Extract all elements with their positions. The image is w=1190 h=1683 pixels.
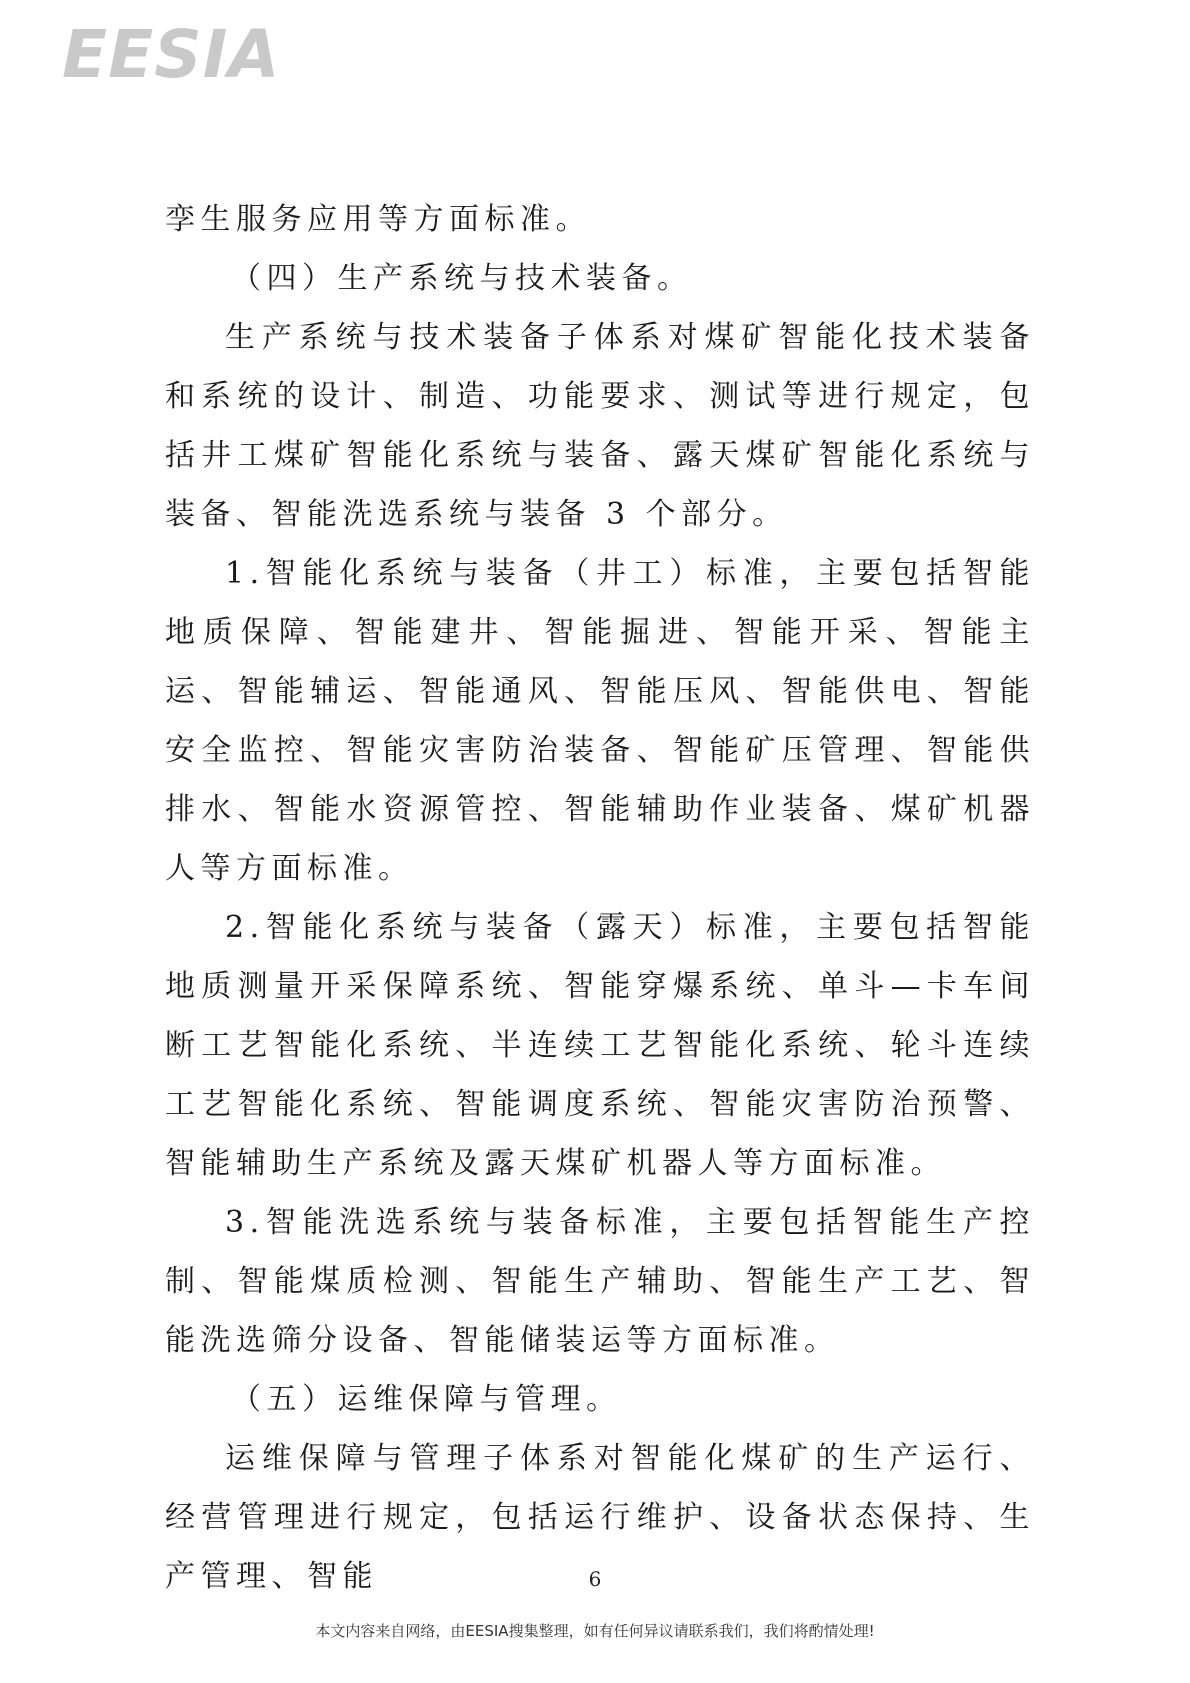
- paragraph-continuation: 孪生服务应用等方面标准。: [165, 202, 591, 237]
- page-number: 6: [588, 1567, 602, 1591]
- section-heading-5: （五）运维保障与管理。: [231, 1382, 622, 1417]
- footer-disclaimer: 本文内容来自网络，由EESIA搜集整理，如有任何异议请联系我们，我们将酌情处理!: [315, 1622, 875, 1640]
- paragraph-item-1: 1.智能化系统与装备（井工）标准，主要包括智能地质保障、智能建井、智能掘进、智能开采、智能主运、智能辅运、智能通风、智能压风、智能供电、智能安全监控、智能灾害防治装备、智能矿压管理、智能供排水、智能水资源管控、智能辅助作业装备、煤矿机器人等方面标准。: [165, 556, 1035, 886]
- section-heading-4: （四）生产系统与技术装备。: [231, 261, 693, 296]
- document-body: [165, 190, 1035, 1606]
- paragraph-item-2: 2.智能化系统与装备（露天）标准，主要包括智能地质测量开采保障系统、智能穿爆系统、单斗—卡车间断工艺智能化系统、半连续工艺智能化系统、轮斗连续工艺智能化系统、智能调度系统、智能灾害防治预警、智能辅助生产系统及露天煤矿机器人等方面标准。: [165, 910, 1035, 1181]
- paragraph-subsystem-intro: 生产系统与技术装备子体系对煤矿智能化技术装备和系统的设计、制造、功能要求、测试等进行规定，包括井工煤矿智能化系统与装备、露天煤矿智能化系统与装备、智能洗选系统与装备 3 个部分。: [165, 320, 1035, 532]
- paragraph-maintenance-intro: 运维保障与管理子体系对智能化煤矿的生产运行、经营管理进行规定，包括运行维护、设备状态保持、生产管理、智能: [165, 1441, 1035, 1594]
- paragraph-item-3: 3.智能洗选系统与装备标准，主要包括智能生产控制、智能煤质检测、智能生产辅助、智能生产工艺、智能洗选筛分设备、智能储装运等方面标准。: [165, 1205, 1035, 1358]
- eesia-logo: EESIA: [62, 16, 281, 93]
